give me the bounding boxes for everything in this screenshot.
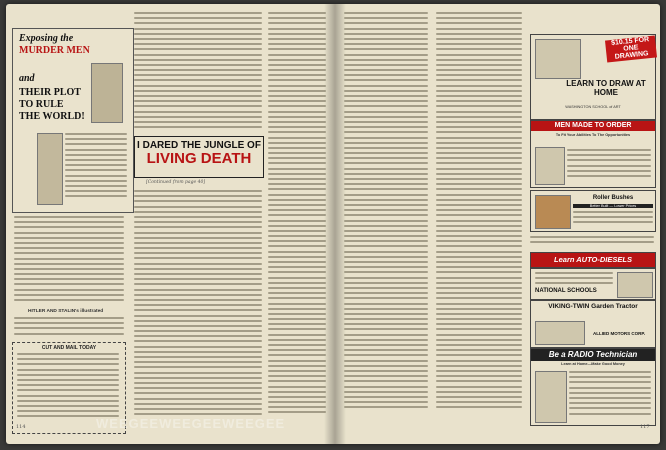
ad-title-line: THEIR PLOT	[19, 87, 81, 98]
ad-subline: Learn at Home—Make Good Money	[561, 362, 625, 366]
product-illustration	[535, 195, 571, 229]
article-text-column	[344, 12, 428, 424]
ad-headline: Roller Bushes	[592, 195, 634, 201]
engine-illustration	[617, 272, 653, 298]
ad-roller-bushes	[530, 190, 656, 232]
ad-headline: NATIONAL SCHOOLS	[535, 288, 597, 294]
ad-headline: LEARN TO DRAW AT HOME	[566, 79, 646, 97]
ad-body-text	[569, 371, 651, 421]
watermark: WEEGEEWEEGEEWEEGEE	[96, 416, 286, 431]
ad-title-line: MURDER MEN	[19, 45, 90, 56]
magazine-spread	[6, 4, 660, 444]
ad-viking-twin-tractor	[530, 300, 656, 348]
technician-illustration	[535, 371, 567, 423]
article-text-column	[134, 12, 262, 132]
continued-note: [Continued from page 40]	[146, 180, 206, 185]
ad-title-line: TO RULE	[19, 99, 64, 110]
ad-body-text	[14, 317, 124, 341]
book-advertisement	[12, 28, 134, 213]
ad-subline: ALLIED MOTORS CORP.	[592, 331, 646, 336]
right-page	[336, 4, 660, 444]
ad-men-made-to-order	[530, 120, 656, 188]
ad-small-text	[65, 133, 127, 203]
price-stamp: $10.15 FOR ONE DRAWING	[605, 35, 657, 62]
man-illustration	[535, 147, 565, 185]
ad-auto-diesels	[530, 252, 656, 268]
ad-national-schools	[530, 268, 656, 300]
ad-radio-technician	[530, 348, 656, 426]
ad-body-text	[535, 272, 613, 286]
ad-body-text	[530, 236, 654, 248]
ad-title-line: and	[19, 73, 35, 84]
ad-subhead: HITLER AND STALIN's illustrated	[28, 309, 104, 314]
ad-subline: Better Built — Lower Prices	[573, 204, 653, 208]
article-title-box	[134, 136, 264, 178]
hitler-figure-image	[91, 63, 123, 123]
article-text-column	[268, 12, 326, 422]
ad-note	[530, 234, 654, 248]
ad-headline: MEN MADE TO ORDER	[531, 121, 655, 131]
ad-headline: VIKING-TWIN Garden Tractor	[548, 303, 638, 310]
ad-subline: To Fit Your Abilities To The Opportunities	[555, 133, 631, 137]
ad-body-text	[14, 216, 124, 308]
page-number: 117	[640, 424, 650, 430]
article-title: I DARED THE JUNGLE OF	[137, 140, 261, 151]
ad-footer: WASHINGTON SCHOOL of ART	[565, 105, 621, 109]
tractor-illustration	[535, 321, 585, 345]
stalin-figure-image	[37, 133, 63, 205]
coupon-heading: CUT AND MAIL TODAY	[41, 345, 97, 351]
ad-headline: Be a RADIO Technician	[531, 349, 655, 361]
artist-illustration	[535, 39, 581, 79]
ad-title-line: THE WORLD!	[19, 111, 85, 122]
article-text-column	[134, 190, 262, 422]
article-text-column	[436, 12, 522, 424]
ad-body-text	[567, 149, 651, 183]
article-title-emphasis: LIVING DEATH	[146, 150, 252, 167]
page-number: 114	[16, 424, 26, 430]
ad-headline: Learn AUTO-DIESELS	[531, 253, 655, 267]
left-page	[6, 4, 332, 444]
ad-body-text	[573, 211, 653, 229]
ad-title-line: Exposing the	[19, 33, 74, 44]
